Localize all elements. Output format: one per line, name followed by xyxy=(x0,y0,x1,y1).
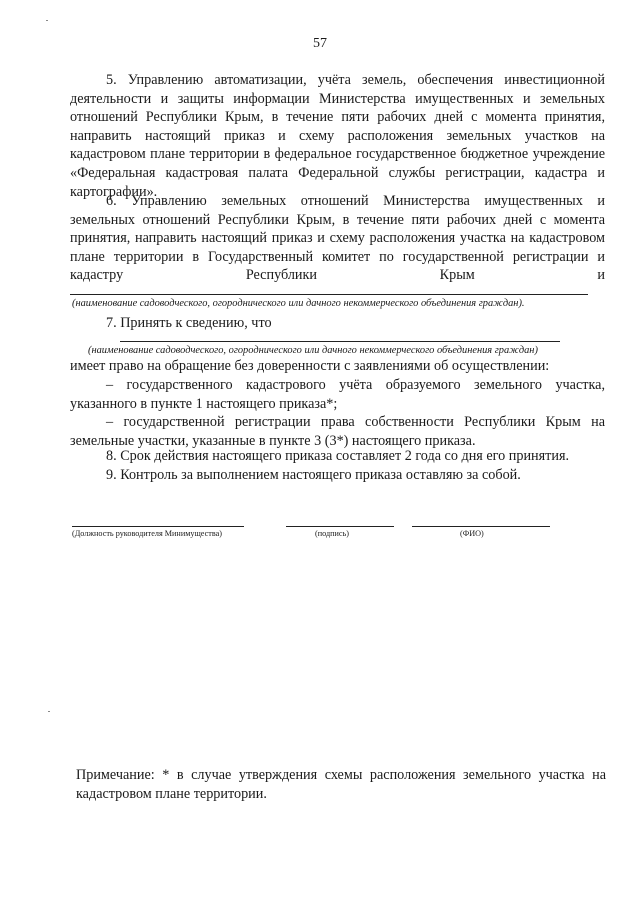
full-name-line xyxy=(412,526,550,527)
list-item-cadastral-registration: – государственного кадастрового учёта образуемого земельного участка, указанного в пункте 1 настоящего приказа*; xyxy=(70,377,605,412)
position-caption: (Должность руководителя Минимущества) xyxy=(72,529,222,538)
position-signature-line xyxy=(72,526,244,527)
page-number: 57 xyxy=(313,36,327,51)
scan-mark xyxy=(46,20,48,21)
paragraph-5: 5. Управлению автоматизации, учёта земель, обеспечения инвестиционной деятельности и защиты информации Министерства имущественных и земельных отношений Республики Крым, в течение пяти рабочих дней с момента принятия, направить настоящий приказ и схему расположения земельных участков на кадастровом плане территории в федеральное государственное бюджетное учреждение «Федеральная кадастровая палата Федеральной службы регистрации, кадастра и картографии». xyxy=(70,72,605,200)
paragraph-9: 9. Контроль за выполнением настоящего приказа оставляю за собой. xyxy=(106,467,521,483)
field-caption: (наименование садоводческого, огороднического или дачного некоммерческого объединения граждан). xyxy=(72,298,525,309)
footnote: Примечание: * в случае утверждения схемы расположения земельного участка на кадастровом плане территории. xyxy=(76,767,606,802)
signature-caption: (подпись) xyxy=(315,529,349,538)
paragraph-8: 8. Срок действия настоящего приказа составляет 2 года со дня его принятия. xyxy=(106,448,570,464)
field-caption: (наименование садоводческого, огороднического или дачного некоммерческого объединения граждан) xyxy=(88,345,538,356)
paragraph-7: 7. Принять к сведению, что xyxy=(106,315,272,331)
full-name-caption: (ФИО) xyxy=(460,529,484,538)
paragraph-7-continued: имеет право на обращение без доверенности с заявлениями об осуществлении: xyxy=(70,358,550,374)
fill-in-line xyxy=(120,341,560,342)
signature-line xyxy=(286,526,394,527)
paragraph-6: 6. Управлению земельных отношений Министерства имущественных и земельных отношений Республики Крым, в течение пяти рабочих дней с момента принятия, направить настоящий приказ и схему расположения участка на кадастровом плане территории в Государственный комитет по государственной регистрации и кадастру Республики Крым и xyxy=(70,193,605,284)
fill-in-line xyxy=(70,294,588,295)
scan-mark xyxy=(48,711,50,712)
list-item-state-registration: – государственной регистрации права собственности Республики Крым на земельные участки, указанные в пункте 3 (3*) настоящего приказа. xyxy=(70,414,605,449)
